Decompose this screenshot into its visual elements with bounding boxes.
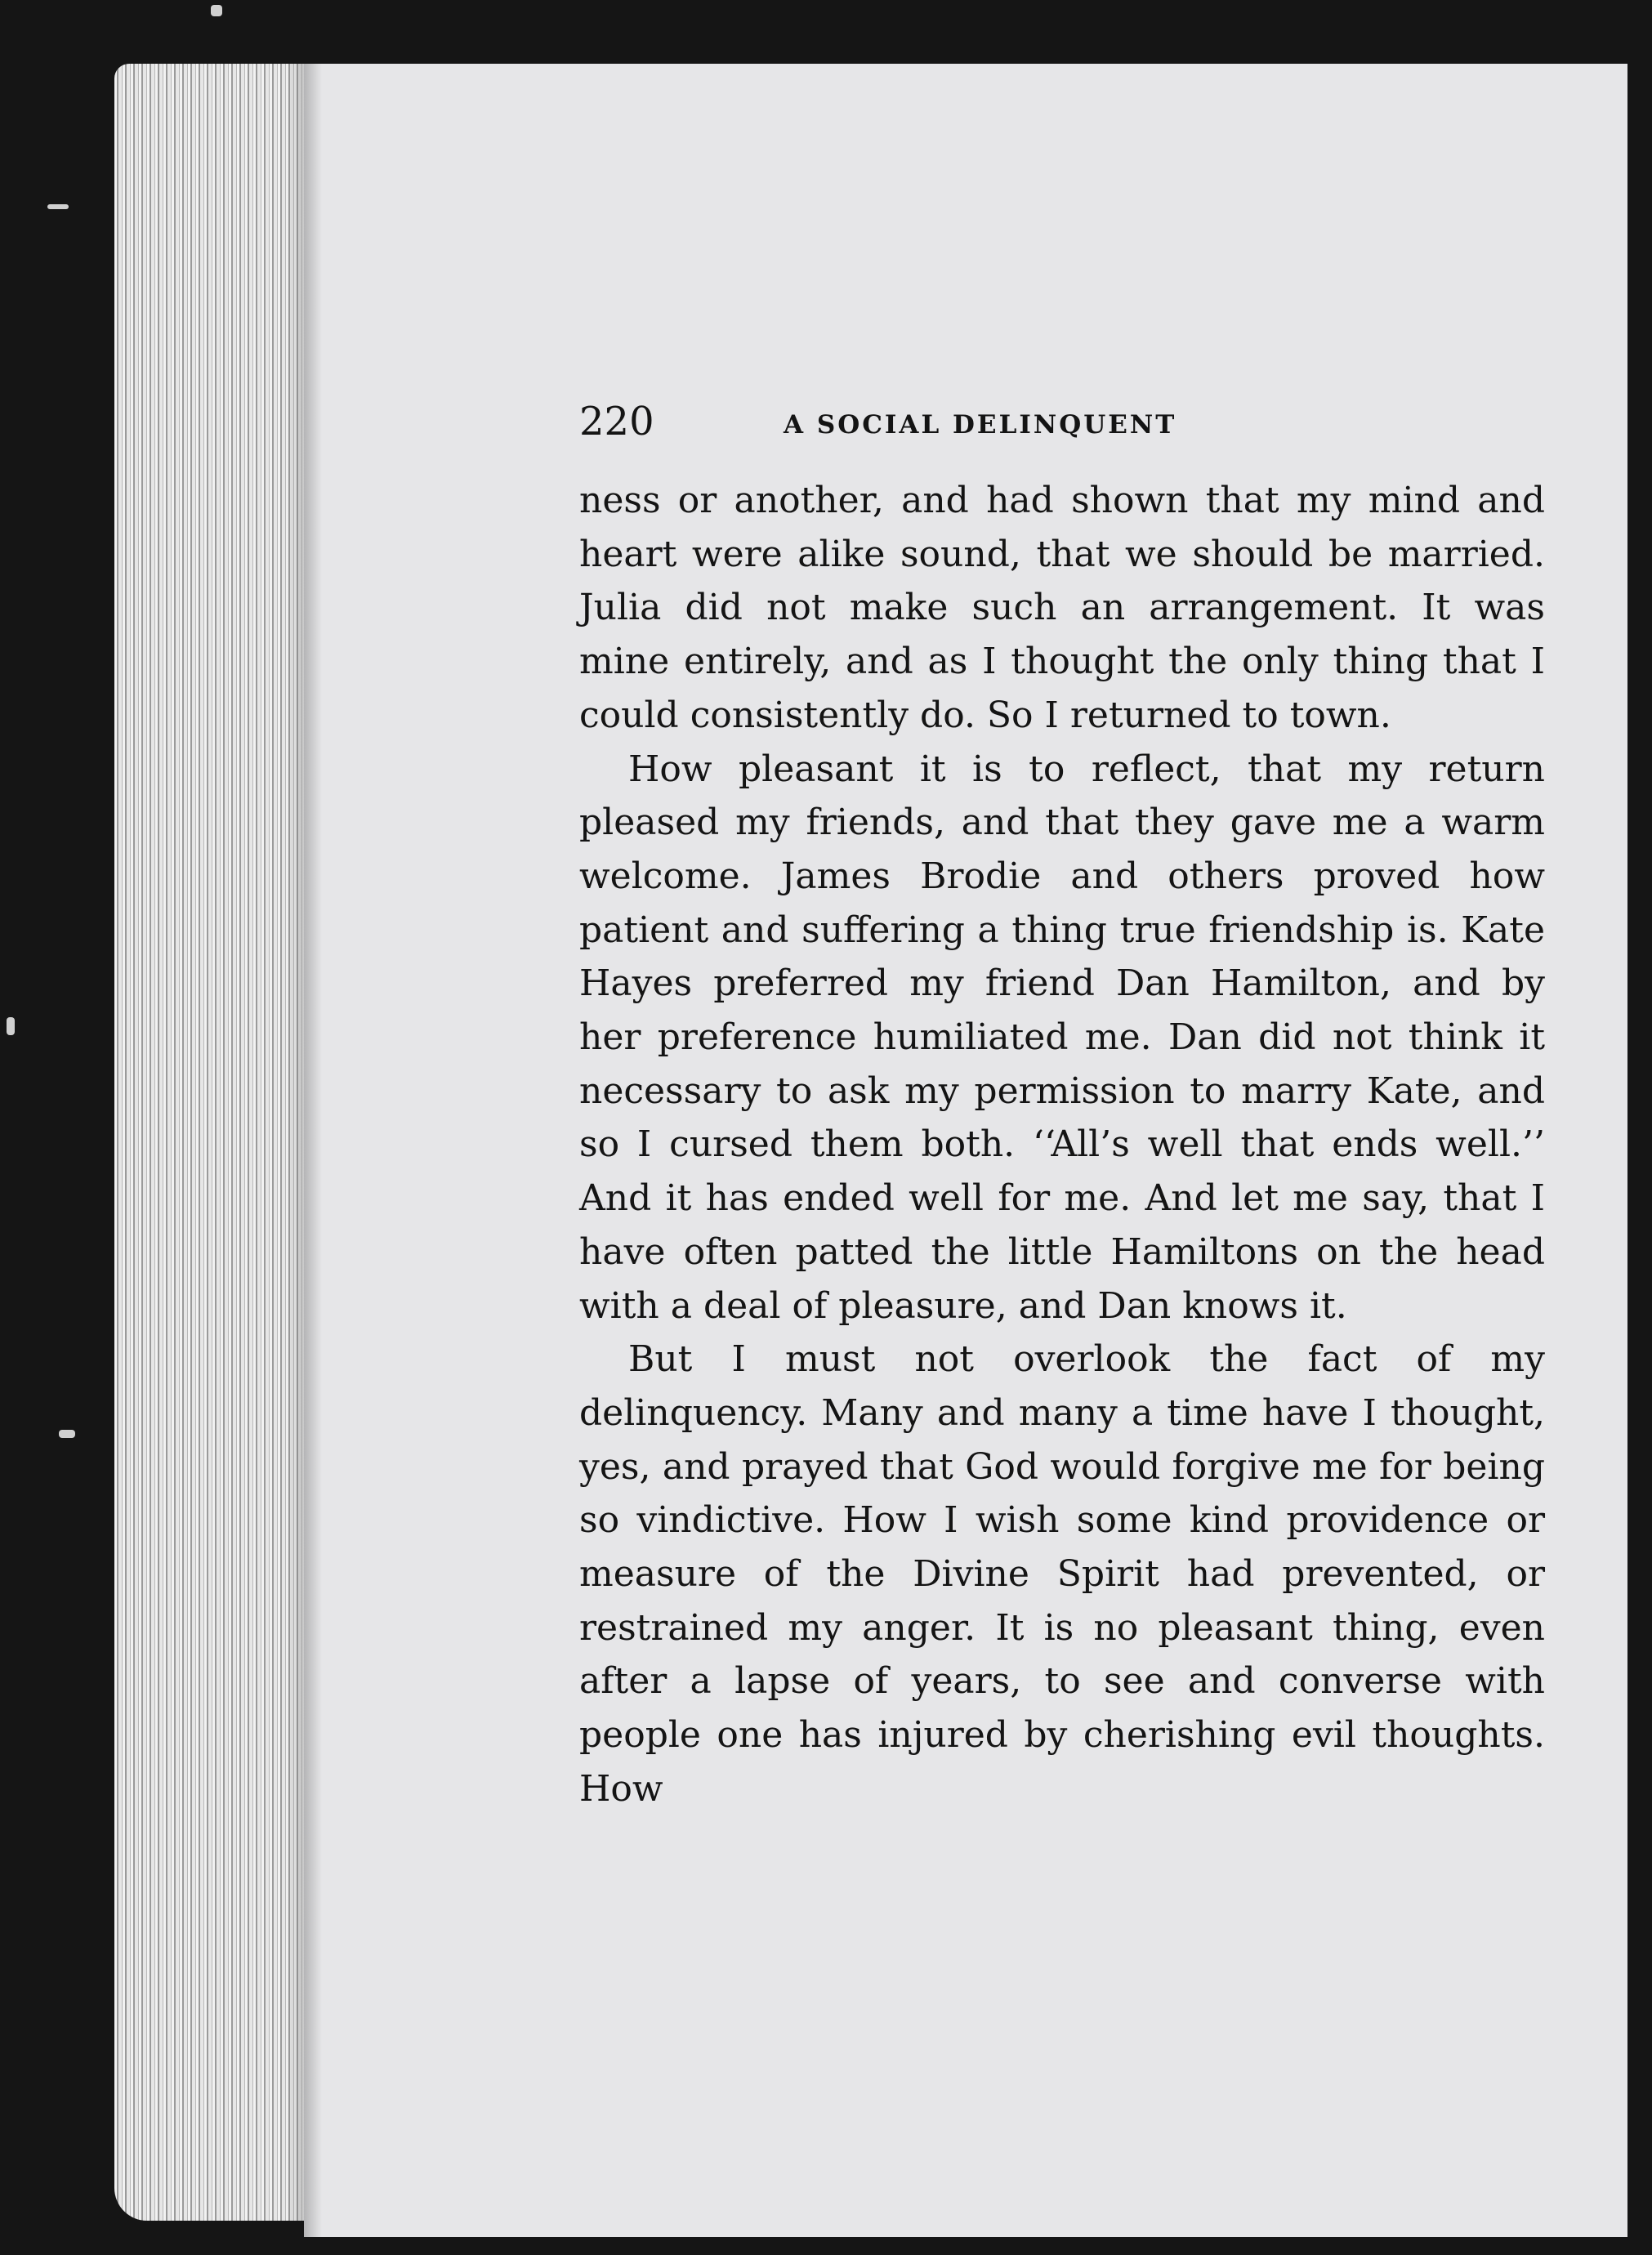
running-title: A SOCIAL DELINQUENT <box>784 410 1177 440</box>
book-page <box>304 64 1627 2237</box>
page-edges <box>114 64 310 2221</box>
running-head <box>579 399 1592 448</box>
page-number: 220 <box>579 399 654 444</box>
paragraph: How pleasant it is to reflect, that my return pleased my friends, and that they gave me a warm welcome. James Brodie and others proved how patient and suffering a thing true friendship is. Kate Hayes preferred my friend Dan Hamilton, and by her preference humiliated me. Dan did not think it necessary to ask my permission to marry Kate, and so I cursed them both. ‘‘All’s well that ends well.’’ And it has ended well for me. And let me say, that I have often patted the little Hamiltons on the head with a deal of pleasure, and Dan knows it. <box>579 748 1545 1327</box>
scan-speck <box>7 1017 15 1035</box>
scan-speck <box>211 5 222 16</box>
paragraph: But I must not overlook the fact of my delinquency. Many and many a time have I thought, yes, and prayed that God would forgive me for being so vindictive. How I wish some kind providence or measure of the Divine Spirit had prevented, or restrained my anger. It is no pleasant thing, even after a lapse of years, to see and converse with people one has injured by cherishing evil thoughts. How <box>579 1338 1545 1810</box>
scan-speck <box>47 204 69 209</box>
paragraph: ness or another, and had shown that my mind and heart were alike sound, that we should be married. Julia did not make such an arrangement. It was mine entirely, and as I thought the only thing that I could consistently do. So I returned to town. <box>579 480 1545 736</box>
body-text <box>579 474 1545 1816</box>
scan-speck <box>59 1430 75 1438</box>
